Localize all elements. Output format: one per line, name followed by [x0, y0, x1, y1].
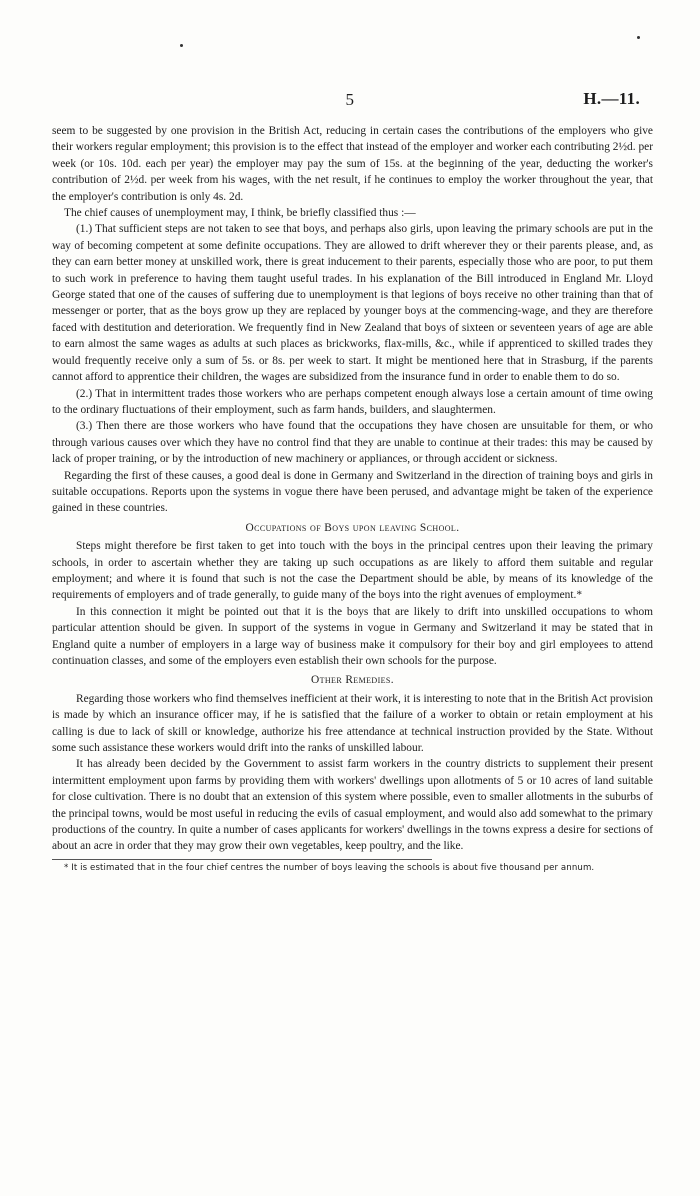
- section-heading: Occupations of Boys upon leaving School.: [245, 521, 460, 534]
- paragraph: Regarding those workers who find themselves inefficient at their work, it is interesting to note that in the British Act provision is made by which an insurance officer may, if he is satisfied that the failure of a worker to obtain or retain employment at his calling is due to lack of skill or knowledge, authorize his free attendance at technical instruction provided by the State. Without some such assistance these workers would drift into the ranks of unskilled labour.: [52, 692, 653, 755]
- section-heading: Other Remedies.: [310, 674, 395, 687]
- document-reference: H.—11.: [583, 89, 640, 108]
- paragraph: The chief causes of unemployment may, I think, be briefly classified thus :—: [64, 207, 416, 220]
- body-text: [52, 123, 653, 874]
- paragraph: Steps might therefore be first taken to get into touch with the boys in the principal centres upon their leaving the primary schools, in order to ascertain whether they are taking up such occupations as are likely to afford them suitable and regular employment; and where it is found that such is not the case the Department should be able, by means of its knowledge of the requirements of employers and of trade generally, to guide many of the boys into the right avenues of employment.*: [52, 540, 653, 602]
- speck-mark: [180, 44, 183, 47]
- paragraph: (1.) That sufficient steps are not taken to see that boys, and perhaps also girls, upon leaving the primary schools are put in the way of becoming competent at some definite occupations. They are allowed to drift wherever they or their parents please, and, as they can earn better money at unskilled work, there is great inducement to their parents, especially those who are poor, to put them to such work in preference to having them taught useful trades. In his explanation of the Bill introduced in England Mr. Lloyd George stated that one of the causes of suffering due to unemployment is that legions of boys receive no other training than that of messenger or porter, that as the boys grow up they are replaced by younger boys at the commencing-wage, and they are therefore faced with destitution and deterioration. We frequently find in New Zealand that boys of sixteen or seventeen years of age are able to earn almost the same wages as adults at such places as brickworks, flax-mills, &c., while if apprenticed to skilled trades they would frequently receive only a sum of 5s. or 8s. per week to start. It might be mentioned here that in Strasburg, if the parents cannot afford to apprentice their children, the wages are subsidized from the insurance fund in order to enable them to do so.: [52, 223, 653, 384]
- paragraph: (2.) That in intermittent trades those workers who are perhaps competent enough always lose a certain amount of time owing to the ordinary fluctuations of their employment, such as farm hands, builders, and slaughtermen.: [52, 387, 653, 416]
- paragraph: seem to be suggested by one provision in the British Act, reducing in certain cases the contributions of the employers who give their workers regular employment; this provision is to the effect that instead of the employer and worker each contributing 2½d. per week (or 10s. 10d. each per year) the employer may pay the sum of 15s. at the beginning of the year, deducting the worker's contribution of 2½d. per week from his wages, with the net result, if he continues to employ the worker throughout the year, that the employer's contribution is only 4s. 2d.: [52, 125, 653, 203]
- page-number: 5: [345, 90, 355, 109]
- footnote-text: * It is estimated that in the four chief centres the number of boys leaving the schools is about five thousand per annum.: [64, 862, 595, 873]
- paragraph: In this connection it might be pointed out that it is the boys that are likely to drift into unskilled occupations to whom particular attention should be given. In support of the systems in vogue in Germany and Switzerland it may be stated that in England quite a number of employers in a large way of business make it compulsory for their boy and girl employees to attend continuation classes, and some of the employers even establish their own schools for the purpose.: [52, 605, 653, 667]
- speck-mark: [637, 36, 640, 39]
- footnote-rule: [52, 859, 432, 860]
- footnote: [52, 863, 653, 874]
- paragraph: It has already been decided by the Government to assist farm workers in the country districts to supplement their present intermittent employment upon farms by providing them with workers' dwellings upon allotments of 5 or 10 acres of land suitable for close cultivation. There is no doubt that an extension of this system where possible, even to smaller allotments in the suburbs of the principal towns, would be most useful in reducing the evils of casual employment, and would also add somewhat to the primary productions of the country. In quite a number of cases applicants for workers' dwellings in the towns express a desire for sections of about an acre in order that they may grow their own vegetables, keep poultry, and the like.: [52, 758, 653, 853]
- paragraph: Regarding the first of these causes, a good deal is done in Germany and Switzerland in the direction of training boys and girls in suitable occupations. Reports upon the systems in vogue there have been perused, and advantage might be taken of the experience gained in these countries.: [52, 469, 653, 515]
- paragraph: (3.) Then there are those workers who have found that the occupations they have chosen are unsuitable for them, or who through various causes over which they have no control find that they are unable to continue at their trades: this may be caused by lack of proper training, or by the introduction of new machinery or appliances, or through accident or sickness.: [52, 420, 653, 466]
